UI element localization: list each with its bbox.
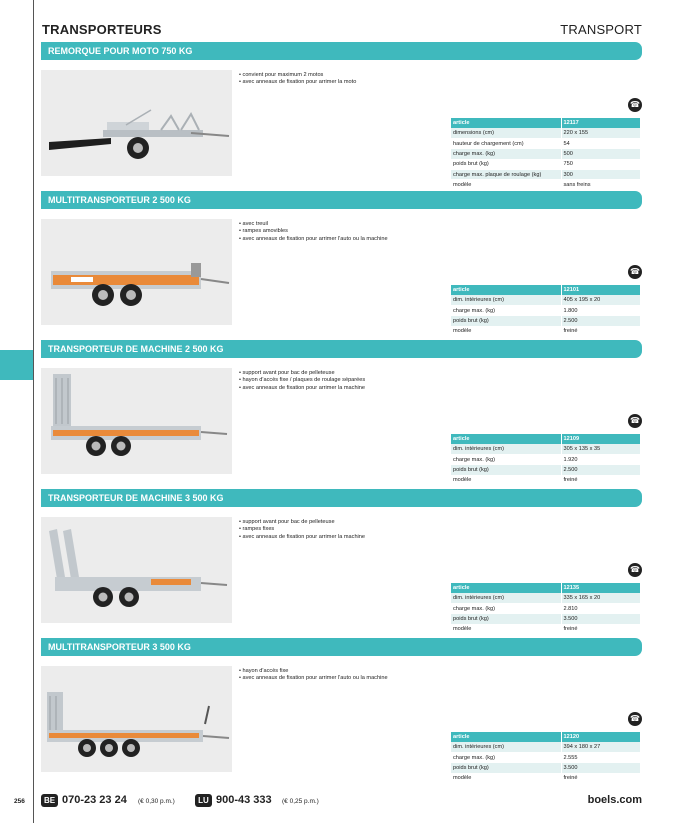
spec-value: 3.500 (561, 614, 641, 624)
country-badge-lu: LU (195, 794, 212, 807)
section-header: MULTITRANSPORTEUR 3 500 KG (41, 638, 642, 656)
spec-label: modèle (451, 624, 561, 634)
feature-item: • avec anneaux de fixation pour arrimer l'auto ou la machine (239, 675, 388, 682)
section-header: MULTITRANSPORTEUR 2 500 KG (41, 191, 642, 209)
spec-value: 2.500 (561, 465, 641, 475)
feature-item: • avec anneaux de fixation pour arrimer l'auto ou la machine (239, 236, 388, 243)
spec-label: modèle (451, 326, 561, 336)
feature-item: • convient pour maximum 2 motos (239, 72, 356, 79)
article-number: 12109 (561, 434, 641, 444)
spec-value: 305 x 135 x 35 (561, 444, 641, 454)
section-header: TRANSPORTEUR DE MACHINE 3 500 KG (41, 489, 642, 507)
spec-label: poids brut (kg) (451, 465, 561, 475)
phone-icon: ☎ (628, 98, 642, 112)
spec-value: 2.555 (561, 752, 641, 762)
spec-table (451, 732, 641, 784)
spec-label: hauteur de chargement (cm) (451, 138, 561, 148)
spec-label: poids brut (kg) (451, 316, 561, 326)
spec-value: 500 (561, 149, 641, 159)
spec-value: 394 x 180 x 27 (561, 742, 641, 752)
feature-item: • avec treuil (239, 221, 388, 228)
spec-label: dim. intérieures (cm) (451, 444, 561, 454)
spec-table (451, 434, 641, 486)
article-number: 12101 (561, 285, 641, 295)
page-number: 256 (14, 798, 25, 805)
product-section-machine-transporter-2500 (41, 340, 642, 484)
phone-icon: ☎ (628, 265, 642, 279)
spec-table (451, 285, 641, 337)
spec-label: charge max. (kg) (451, 603, 561, 613)
article-number: 12135 (561, 583, 641, 593)
spec-label: modèle (451, 773, 561, 783)
spec-value: 405 x 195 x 20 (561, 295, 641, 305)
spec-value: 1.800 (561, 305, 641, 315)
product-photo (41, 517, 232, 623)
spec-value: 3.500 (561, 763, 641, 773)
spec-value: 300 (561, 170, 641, 180)
feature-list (239, 370, 365, 392)
spec-value: 220 x 155 (561, 128, 641, 138)
feature-item: • hayon d'accès fixe (239, 668, 388, 675)
spec-label: charge max. (kg) (451, 305, 561, 315)
spec-value: 2.810 (561, 603, 641, 613)
phone-icon: ☎ (628, 563, 642, 577)
spec-label: charge max. (kg) (451, 454, 561, 464)
spec-value: freiné (561, 773, 641, 783)
spec-label: poids brut (kg) (451, 614, 561, 624)
call-rate-be: (€ 0,30 p.m.) (138, 798, 175, 805)
page-section-label: TRANSPORT (560, 22, 642, 37)
feature-list (239, 668, 388, 683)
spec-label: dim. intérieures (cm) (451, 593, 561, 603)
spec-label: modèle (451, 475, 561, 485)
spec-label: poids brut (kg) (451, 763, 561, 773)
article-number: 12120 (561, 732, 641, 742)
feature-item: • avec anneaux de fixation pour arrimer la moto (239, 79, 356, 86)
phone-number-be: 070-23 23 24 (62, 794, 127, 806)
spec-label: dim. intérieures (cm) (451, 742, 561, 752)
phone-icon: ☎ (628, 414, 642, 428)
page-footer (0, 793, 676, 813)
product-section-multitransporter-3500 (41, 638, 642, 782)
feature-item: • support avant pour bac de pelleteuse (239, 370, 365, 377)
section-header: REMORQUE POUR MOTO 750 KG (41, 42, 642, 60)
spec-value: freiné (561, 624, 641, 634)
page-title: TRANSPORTEURS (42, 22, 162, 37)
spec-label: dimensions (cm) (451, 128, 561, 138)
feature-list (239, 221, 388, 243)
feature-list (239, 72, 356, 87)
spec-table (451, 583, 641, 635)
spec-value: 335 x 165 x 20 (561, 593, 641, 603)
spec-value: freiné (561, 326, 641, 336)
spec-header-label: article (451, 732, 561, 742)
spec-value: 54 (561, 138, 641, 148)
product-photo (41, 70, 232, 176)
spec-header-label: article (451, 118, 561, 128)
spec-label: charge max. plaque de roulage (kg) (451, 170, 561, 180)
spec-value: 2.500 (561, 316, 641, 326)
feature-item: • hayon d'accès fixe / plaques de roulage séparées (239, 377, 365, 384)
feature-item: • support avant pour bac de pelleteuse (239, 519, 365, 526)
feature-item: • rampes fixes (239, 526, 365, 533)
spec-label: charge max. (kg) (451, 149, 561, 159)
feature-item: • rampes amovibles (239, 228, 388, 235)
spec-table (451, 118, 641, 191)
feature-list (239, 519, 365, 541)
spec-header-label: article (451, 583, 561, 593)
spec-value: sans freins (561, 180, 641, 190)
spec-value: 1.920 (561, 454, 641, 464)
article-number: 12117 (561, 118, 641, 128)
phone-number-lu: 900-43 333 (216, 794, 272, 806)
spec-header-label: article (451, 285, 561, 295)
product-photo (41, 666, 232, 772)
spec-label: dim. intérieures (cm) (451, 295, 561, 305)
product-section-machine-transporter-3500 (41, 489, 642, 633)
product-photo (41, 368, 232, 474)
spec-label: poids brut (kg) (451, 159, 561, 169)
chapter-tab (0, 350, 33, 380)
product-section-moto-trailer (41, 42, 642, 189)
section-header: TRANSPORTEUR DE MACHINE 2 500 KG (41, 340, 642, 358)
spec-value: freiné (561, 475, 641, 485)
left-margin-rule (33, 0, 34, 823)
spec-label: charge max. (kg) (451, 752, 561, 762)
product-photo (41, 219, 232, 325)
call-rate-lu: (€ 0,25 p.m.) (282, 798, 319, 805)
feature-item: • avec anneaux de fixation pour arrimer la machine (239, 534, 365, 541)
spec-header-label: article (451, 434, 561, 444)
country-badge-be: BE (41, 794, 58, 807)
website-link[interactable]: boels.com (587, 794, 642, 806)
product-section-multitransporter-2500 (41, 191, 642, 335)
spec-value: 750 (561, 159, 641, 169)
phone-icon: ☎ (628, 712, 642, 726)
spec-label: modèle (451, 180, 561, 190)
feature-item: • avec anneaux de fixation pour arrimer la machine (239, 385, 365, 392)
